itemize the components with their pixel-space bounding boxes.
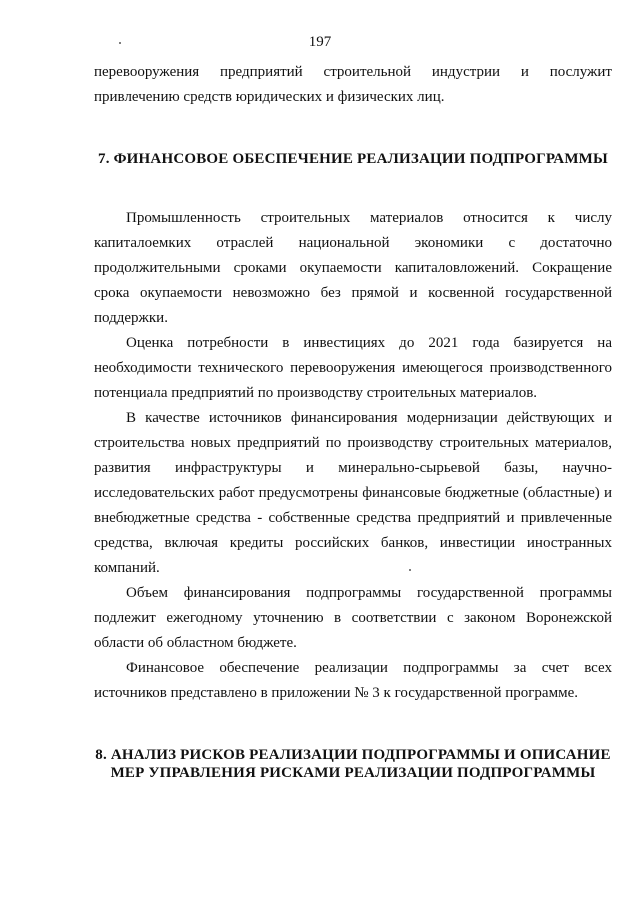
section-8-heading-line-1: 8. АНАЛИЗ РИСКОВ РЕАЛИЗАЦИИ ПОДПРОГРАММЫ И ОПИСАНИЕ xyxy=(95,747,611,763)
section-8-heading xyxy=(94,746,612,782)
scan-speck xyxy=(119,42,121,44)
section-7-paragraph-2: Оценка потребности в инвестициях до 2021 года базируется на необходимости технического перевооружения имеющегося производственного потенциала предприятий по производству строительных материалов. xyxy=(94,335,612,401)
section-7-paragraph-3: В качестве источников финансирования модернизации действующих и строительства новых предприятий по производству строительных материалов, развития инфраструктуры и минерально-сырьевой базы, научно-исследовательских работ предусмотрены финансовые бюджетные (областные) и внебюджетные средства - собственные средства предприятий и привлеченные средства, включая кредиты российских банков, инвестиции иностранных компаний. xyxy=(94,410,612,576)
page-number: 197 xyxy=(308,34,332,50)
intro-paragraph: перевооружения предприятий строительной индустрии и послужит привлечению средств юридических и физических лиц. xyxy=(94,64,612,105)
section-7-heading: 7. ФИНАНСОВОЕ ОБЕСПЕЧЕНИЕ РЕАЛИЗАЦИИ ПОДПРОГРАММЫ xyxy=(98,151,608,167)
section-8-heading-line-2: МЕР УПРАВЛЕНИЯ РИСКАМИ РЕАЛИЗАЦИИ ПОДПРОГРАММЫ xyxy=(110,765,596,781)
section-7-paragraph-1: Промышленность строительных материалов относится к числу капиталоемких отраслей национальной экономики с достаточно продолжительными сроками окупаемости капиталовложений. Сокращение срока окупаемости невозможно без прямой и косвенной государственной поддержки. xyxy=(94,210,612,326)
section-7-paragraph-5: Финансовое обеспечение реализации подпрограммы за счет всех источников представлено в приложении № 3 к государственной программе. xyxy=(94,660,612,701)
page-content xyxy=(94,60,612,782)
section-7-paragraph-4: Объем финансирования подпрограммы государственной программы подлежит ежегодному уточнению в соответствии с законом Воронежской области об областном бюджете. xyxy=(94,585,612,651)
